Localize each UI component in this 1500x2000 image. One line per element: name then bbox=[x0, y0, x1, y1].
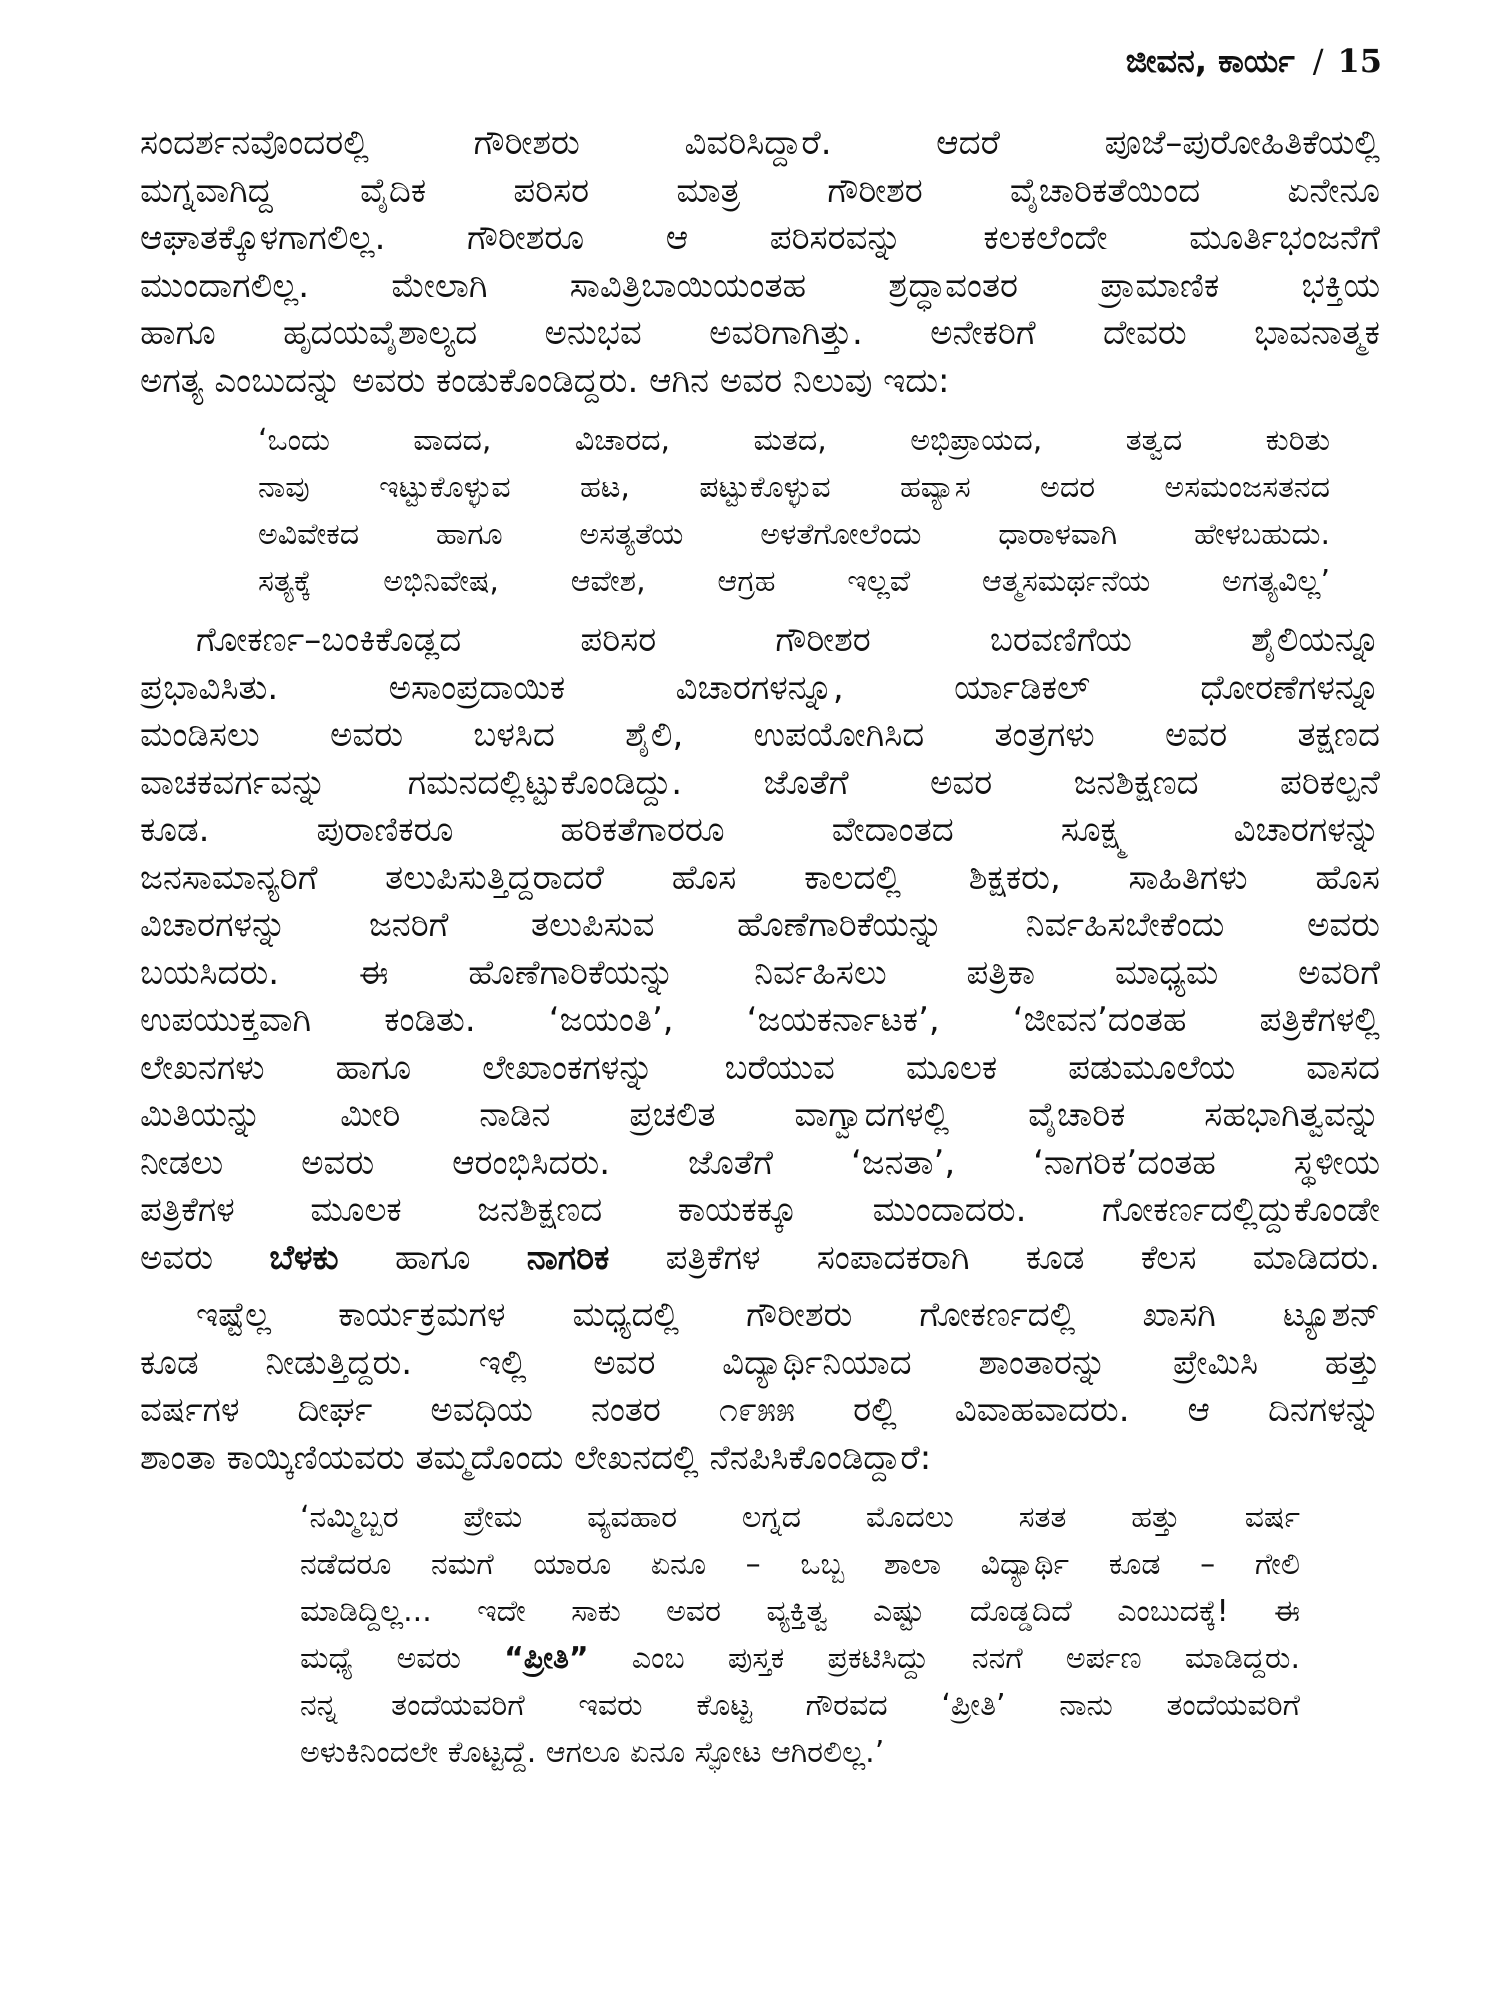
text-line: ಜನಸಾಮಾನ್ಯರಿಗೆ ತಲುಪಿಸುತ್ತಿದ್ದರಾದರೆ ಹೊಸ ಕಾಲದಲ್ಲಿ ಶಿಕ್ಷಕರು, ಸಾಹಿತಿಗಳು ಹೊಸ bbox=[140, 857, 1380, 898]
text-line: ಮಗ್ನವಾಗಿದ್ದ ವೈದಿಕ ಪರಿಸರ ಮಾತ್ರ ಗೌರೀಶರ ವೈಚಾರಿಕತೆಯಿಂದ ಏನೇನೂ bbox=[140, 170, 1380, 211]
paragraph-gap bbox=[140, 1282, 1380, 1292]
text-line: ಗೋಕರ್ಣ–ಬಂಕಿಕೊಡ್ಲದ ಪರಿಸರ ಗೌರೀಶರ ಬರವಣಿಗೆಯ ಶೈಲಿಯನ್ನೂ bbox=[196, 620, 1380, 660]
paragraph-2 bbox=[140, 617, 1380, 1282]
quote-line: ನಾವು ಇಟ್ಟುಕೊಳ್ಳುವ ಹಟ, ಪಟ್ಟುಕೊಳ್ಳುವ ಹವ್ಯಾಸ ಅದರ ಅಸಮಂಜಸತನದ bbox=[258, 470, 1330, 505]
text-line: ಲೇಖನಗಳು ಹಾಗೂ ಲೇಖಾಂಕಗಳನ್ನು ಬರೆಯುವ ಮೂಲಕ ಪಡುಮೂಲೆಯ ವಾಸದ bbox=[140, 1047, 1380, 1088]
text-line: ಮುಂದಾಗಲಿಲ್ಲ. ಮೇಲಾಗಿ ಸಾವಿತ್ರಿಬಾಯಿಯಂತಹ ಶ್ರದ್ಧಾವಂತರ ಪ್ರಾಮಾಣಿಕ ಭಕ್ತಿಯ bbox=[140, 265, 1380, 306]
text-line: ಬಯಸಿದರು. ಈ ಹೊಣೆಗಾರಿಕೆಯನ್ನು ನಿರ್ವಹಿಸಲು ಪತ್ರಿಕಾ ಮಾಧ್ಯಮ ಅವರಿಗೆ bbox=[140, 952, 1380, 993]
running-header bbox=[1126, 42, 1382, 81]
text-line: ಕೂಡ ನೀಡುತ್ತಿದ್ದರು. ಇಲ್ಲಿ ಅವರ ವಿದ್ಯಾರ್ಥಿನಿಯಾದ ಶಾಂತಾರನ್ನು ಪ್ರೇಮಿಸಿ ಹತ್ತು bbox=[140, 1342, 1380, 1383]
quote-line: ಅವಿವೇಕದ ಹಾಗೂ ಅಸತ್ಯತೆಯ ಅಳತೆಗೋಲೆಂದು ಧಾರಾಳವಾಗಿ ಹೇಳಬಹುದು. bbox=[258, 517, 1330, 552]
text-segment: ಪತ್ರಿಕೆಗಳ ಸಂಪಾದಕರಾಗಿ ಕೂಡ ಕೆಲಸ ಮಾಡಿದರು. bbox=[665, 1237, 1381, 1278]
quote-line: ಮಾಡಿದ್ದಿಲ್ಲ... ಇದೇ ಸಾಕು ಅವರ ವ್ಯಕ್ತಿತ್ವ ಎಷ್ಟು ದೊಡ್ಡದಿದೆ ಎಂಬುದಕ್ಕೆ! ಈ bbox=[300, 1594, 1300, 1629]
text-line: ಶಾಂತಾ ಕಾಯ್ಕಿಣಿಯವರು ತಮ್ಮದೊಂದು ಲೇಖನದಲ್ಲಿ ನೆನಪಿಸಿಕೊಂಡಿದ್ದಾರೆ: bbox=[140, 1437, 932, 1478]
book-title-preeti: “ಪ್ರೀತಿ” bbox=[504, 1641, 589, 1676]
paragraph-3 bbox=[140, 1292, 1380, 1482]
quote-line: ನನ್ನ ತಂದೆಯವರಿಗೆ ಇವರು ಕೊಟ್ಟ ಗೌರವದ ‘ಪ್ರೀತಿ’ ನಾನು ತಂದೆಯವರಿಗೆ bbox=[300, 1688, 1300, 1723]
text-line: ವಾಚಕವರ್ಗವನ್ನು ಗಮನದಲ್ಲಿಟ್ಟುಕೊಂಡಿದ್ದು. ಜೊತೆಗೆ ಅವರ ಜನಶಿಕ್ಷಣದ ಪರಿಕಲ್ಪನೆ bbox=[140, 762, 1380, 803]
text-line: ಅಗತ್ಯ ಎಂಬುದನ್ನು ಅವರು ಕಂಡುಕೊಂಡಿದ್ದರು. ಆಗಿನ ಅವರ ನಿಲುವು ಇದು: bbox=[140, 360, 950, 401]
page-number: 15 bbox=[1337, 42, 1382, 80]
text-line: ಉಪಯುಕ್ತವಾಗಿ ಕಂಡಿತು. ‘ಜಯಂತಿ’, ‘ಜಯಕರ್ನಾಟಕ’, ‘ಜೀವನ’ದಂತಹ ಪತ್ರಿಕೆಗಳಲ್ಲಿ bbox=[140, 1000, 1380, 1040]
text-line: ವರ್ಷಗಳ ದೀರ್ಘ ಅವಧಿಯ ನಂತರ ೧೯೫೫ ರಲ್ಲಿ ವಿವಾಹವಾದರು. ಆ ದಿನಗಳನ್ನು bbox=[140, 1390, 1380, 1430]
text-line: ನೀಡಲು ಅವರು ಆರಂಭಿಸಿದರು. ಜೊತೆಗೆ ‘ಜನತಾ’, ‘ನಾಗರಿಕ’ದಂತಹ ಸ್ಥಳೀಯ bbox=[140, 1142, 1380, 1183]
quote-line: ಅಳುಕಿನಿಂದಲೇ ಕೊಟ್ಟದ್ದೆ. ಆಗಲೂ ಏನೂ ಸ್ಫೋಟ ಆಗಿರಲಿಲ್ಲ.’ bbox=[300, 1735, 885, 1770]
text-segment: ಅವರು bbox=[140, 1237, 214, 1278]
text-line: ಪತ್ರಿಕೆಗಳ ಮೂಲಕ ಜನಶಿಕ್ಷಣದ ಕಾಯಕಕ್ಕೂ ಮುಂದಾದರು. ಗೋಕರ್ಣದಲ್ಲಿದ್ದುಕೊಂಡೇ bbox=[140, 1190, 1380, 1230]
block-quote-2 bbox=[300, 1494, 1300, 1776]
text-line: ಪ್ರಭಾವಿಸಿತು. ಅಸಾಂಪ್ರದಾಯಿಕ ವಿಚಾರಗಳನ್ನೂ, ರ್ಯಾಡಿಕಲ್ ಧೋರಣೆಗಳನ್ನೂ bbox=[140, 667, 1380, 708]
newspaper-name-belaku: ಬೆಳಕು bbox=[269, 1237, 339, 1278]
newspaper-name-nagarika: ನಾಗರಿಕ bbox=[526, 1237, 610, 1278]
text-line: ಮಂಡಿಸಲು ಅವರು ಬಳಸಿದ ಶೈಲಿ, ಉಪಯೋಗಿಸಿದ ತಂತ್ರಗಳು ಅವರ ತಕ್ಷಣದ bbox=[140, 715, 1380, 755]
text-line: ಹಾಗೂ ಹೃದಯವೈಶಾಲ್ಯದ ಅನುಭವ ಅವರಿಗಾಗಿತ್ತು. ಅನೇಕರಿಗೆ ದೇವರು ಭಾವನಾತ್ಮಕ bbox=[140, 313, 1380, 353]
quote-line: ‘ನಮ್ಮಿಬ್ಬರ ಪ್ರೇಮ ವ್ಯವಹಾರ ಲಗ್ನದ ಮೊದಲು ಸತತ ಹತ್ತು ವರ್ಷ bbox=[300, 1500, 1300, 1535]
block-quote-1 bbox=[258, 417, 1330, 605]
text-line: ವಿಚಾರಗಳನ್ನು ಜನರಿಗೆ ತಲುಪಿಸುವ ಹೊಣೆಗಾರಿಕೆಯನ್ನು ನಿರ್ವಹಿಸಬೇಕೆಂದು ಅವರು bbox=[140, 905, 1380, 945]
quote-line-with-bold bbox=[300, 1635, 1300, 1682]
text-segment: ಮಧ್ಯೆ ಅವರು bbox=[300, 1641, 461, 1676]
text-line-with-bold bbox=[140, 1235, 1380, 1283]
text-line: ಸಂದರ್ಶನವೊಂದರಲ್ಲಿ ಗೌರೀಶರು ವಿವರಿಸಿದ್ದಾರೆ. ಆದರೆ ಪೂಜೆ–ಪುರೋಹಿತಿಕೆಯಲ್ಲಿ bbox=[140, 123, 1380, 163]
quote-line: ‘ಒಂದು ವಾದದ, ವಿಚಾರದ, ಮತದ, ಅಭಿಪ್ರಾಯದ, ತತ್ವದ ಕುರಿತು bbox=[258, 423, 1330, 458]
quote-line: ನಡೆದರೂ ನಮಗೆ ಯಾರೂ ಏನೂ – ಒಬ್ಬ ಶಾಲಾ ವಿದ್ಯಾರ್ಥಿ ಕೂಡ – ಗೇಲಿ bbox=[300, 1547, 1300, 1582]
body-text bbox=[140, 120, 1380, 1788]
header-separator: / bbox=[1312, 42, 1324, 80]
text-line: ಮಿತಿಯನ್ನು ಮೀರಿ ನಾಡಿನ ಪ್ರಚಲಿತ ವಾಗ್ವಾದಗಳಲ್ಲಿ ವೈಚಾರಿಕ ಸಹಭಾಗಿತ್ವವನ್ನು bbox=[140, 1095, 1380, 1135]
text-segment: ಎಂಬ ಪುಸ್ತಕ ಪ್ರಕಟಿಸಿದ್ದು ನನಗೆ ಅರ್ಪಣ ಮಾಡಿದ್ದರು. bbox=[631, 1641, 1300, 1676]
text-line: ಆಘಾತಕ್ಕೊಳಗಾಗಲಿಲ್ಲ. ಗೌರೀಶರೂ ಆ ಪರಿಸರವನ್ನು ಕಲಕಲೆಂದೇ ಮೂರ್ತಿಭಂಜನೆಗೆ bbox=[140, 218, 1380, 258]
text-segment: ಹಾಗೂ bbox=[394, 1237, 471, 1278]
paragraph-1 bbox=[140, 120, 1380, 405]
text-line: ಇಷ್ಟೆಲ್ಲ ಕಾರ್ಯಕ್ರಮಗಳ ಮಧ್ಯದಲ್ಲಿ ಗೌರೀಶರು ಗೋಕರ್ಣದಲ್ಲಿ ಖಾಸಗಿ ಟ್ಯೂಶನ್ bbox=[196, 1295, 1380, 1335]
text-line: ಕೂಡ. ಪುರಾಣಿಕರೂ ಹರಿಕತೆಗಾರರೂ ವೇದಾಂತದ ಸೂಕ್ಷ್ಮ ವಿಚಾರಗಳನ್ನು bbox=[140, 810, 1380, 850]
quote-line: ಸತ್ಯಕ್ಕೆ ಅಭಿನಿವೇಷ, ಆವೇಶ, ಆಗ್ರಹ ಇಲ್ಲವೆ ಆತ್ಮಸಮರ್ಥನೆಯ ಅಗತ್ಯವಿಲ್ಲ’ bbox=[258, 564, 1330, 599]
running-title: ಜೀವನ, ಕಾರ್ಯ bbox=[1125, 42, 1295, 80]
